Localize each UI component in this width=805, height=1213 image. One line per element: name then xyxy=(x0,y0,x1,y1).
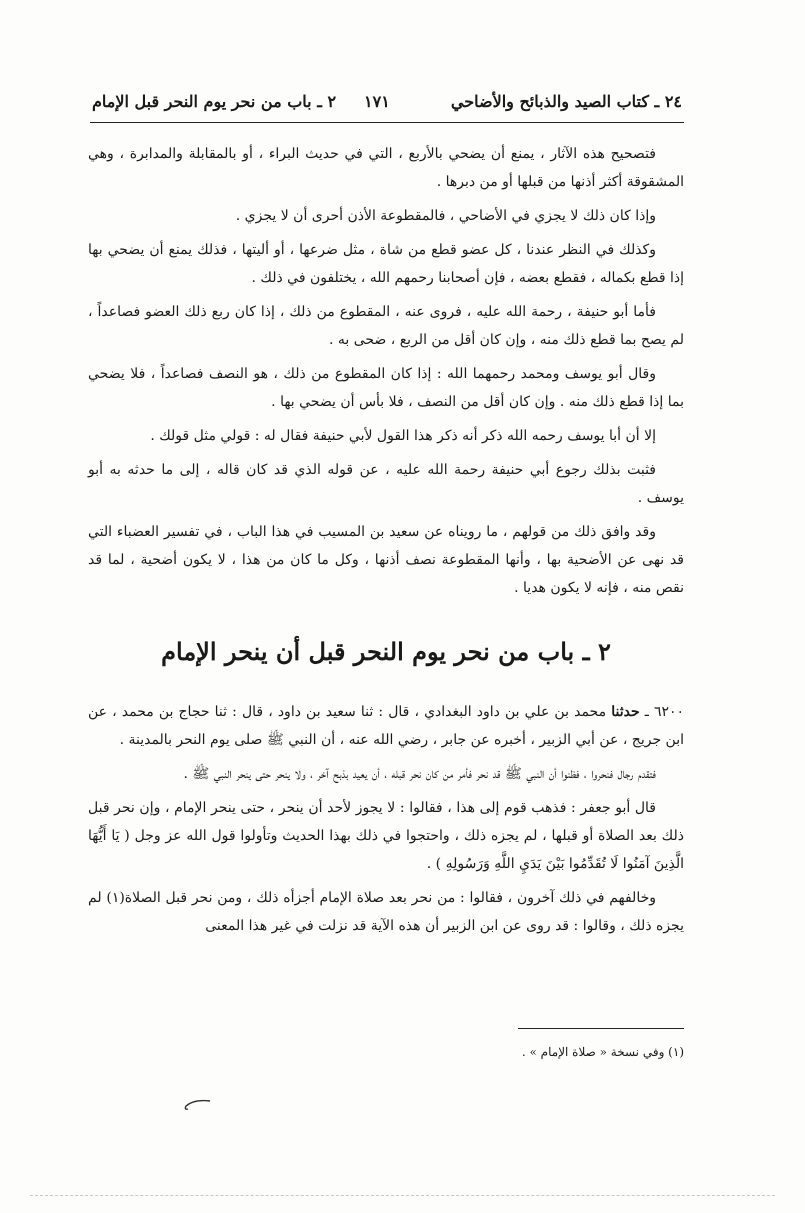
running-header xyxy=(92,92,682,118)
paragraph: وخالفهم في ذلك آخرون ، فقالوا : من نحر بعد صلاة الإمام أجزأه ذلك ، ومن نحر قبل الصلاة(١) لم يجزه ذلك ، وقالوا : قد روى عن ابن الزبير أن هذه الآية قد نزلت في غير هذا المعنى xyxy=(88,890,684,934)
hadith-number: ٦٢٠٠ xyxy=(653,704,685,720)
paragraph: فأما أبو حنيفة ، رحمة الله عليه ، فروى عنه ، المقطوع من ذلك ، إذا كان ربع ذلك العضو فصاعداً ، لم يصح بما قطع ذلك منه ، وإن كان أقل من الربع ، ضحى به . xyxy=(88,304,684,348)
page-number: ١٧١ xyxy=(364,92,390,111)
text-block-top xyxy=(88,140,684,602)
header-rule xyxy=(90,122,684,123)
paragraph: وقد وافق ذلك من قولهم ، ما رويناه عن سعيد بن المسيب في هذا الباب ، في تفسير العضباء التي قد نهى عن الأضحية بها ، وأنها المقطوعة نصف أذنها ، وكل ما كان من هذا ، لا يكون أضحية ، لما قد نقص منه ، فإنه لا يكون هديا . xyxy=(88,524,684,596)
running-header-chapter-title: ٢ ـ باب من نحر يوم النحر قبل الإمام xyxy=(92,92,337,111)
page-bottom-edge xyxy=(30,1195,775,1196)
paragraph: إلا أن أبا يوسف رحمه الله ذكر أنه ذكر هذا القول لأبي حنيفة فقال له : قولي مثل قولك . xyxy=(150,428,656,444)
footnote-rule xyxy=(518,1028,684,1029)
pen-mark xyxy=(180,1096,220,1116)
paragraph: فتصحيح هذه الآثار ، يمنع أن يضحي بالأربع ، التي في حديث البراء ، أو بالمقابلة والمدابرة ، وهي المشقوقة أكثر أذنها من قبلها أو من دبرها . xyxy=(88,146,684,190)
chapter-title: ٢ ـ باب من نحر يوم النحر قبل أن ينحر الإمام xyxy=(161,637,611,666)
text-block-bottom xyxy=(88,698,684,940)
hadith-paragraph xyxy=(88,698,684,754)
running-header-book-title: ٢٤ ـ كتاب الصيد والذبائح والأضاحي xyxy=(450,92,682,111)
paragraph: قال أبو جعفر : فذهب قوم إلى هذا ، فقالوا : لا يجوز لأحد أن ينحر ، حتى ينحر الإمام ، وإن نحر قبل ذلك بعد الصلاة أو قبلها ، لم يجزه ذلك ، واحتجوا في ذلك بهذا الحديث وتأولوا قول الله عز وجل ( يَا أَيُّهَا الَّذِينَ آمَنُوا لَا تُقَدِّمُوا بَيْنَ يَدَيِ اللَّهِ وَرَسُولِهِ ) . xyxy=(88,800,684,872)
hadith-label: حدثنا xyxy=(611,704,640,720)
hadith-number-dash: ـ xyxy=(639,704,649,720)
paragraph: وإذا كان ذلك لا يجزي في الأضاحي ، فالمقطوعة الأذن أحرى أن لا يجزي . xyxy=(235,208,656,224)
paragraph: وكذلك في النظر عندنا ، كل عضو قطع من شاة ، مثل ضرعها ، أو أليتها ، فذلك يمنع أن يضحي بها إذا قطع بكماله ، فقطع بعضه ، فإن أصحابنا رحمهم الله ، يختلفون في ذلك . xyxy=(88,242,684,286)
paragraph: فثبت بذلك رجوع أبي حنيفة رحمة الله عليه ، عن قوله الذي قد كان قاله ، إلى ما حدثه به أبو يوسف . xyxy=(88,462,684,506)
footnote: (١) وفي نسخة « صلاة الإمام » . xyxy=(521,1045,684,1059)
paragraph: وقال أبو يوسف ومحمد رحمهما الله : إذا كان المقطوع من ذلك ، هو النصف فصاعداً ، فلا يضحي بما إذا قطع ذلك منه . وإن كان أقل من النصف ، فلا بأس أن يضحي بها . xyxy=(88,366,684,410)
paragraph: فتقدم رجال فنحروا ، فظنوا أن النبي ﷺ قد نحر فأمر من كان نحر قبله ، أن يعيد بذبح آخر ، ولا ينحر حتى ينحر النبي ﷺ . xyxy=(183,766,656,782)
hadith-text: محمد بن علي بن داود البغدادي ، قال : ثنا سعيد بن داود ، قال : ثنا حجاج بن محمد ، عن ابن جريج ، عن أبي الزبير ، أخبره عن جابر ، رضي الله عنه ، أن النبي ﷺ صلى يوم النحر بالمدينة . xyxy=(88,704,684,748)
